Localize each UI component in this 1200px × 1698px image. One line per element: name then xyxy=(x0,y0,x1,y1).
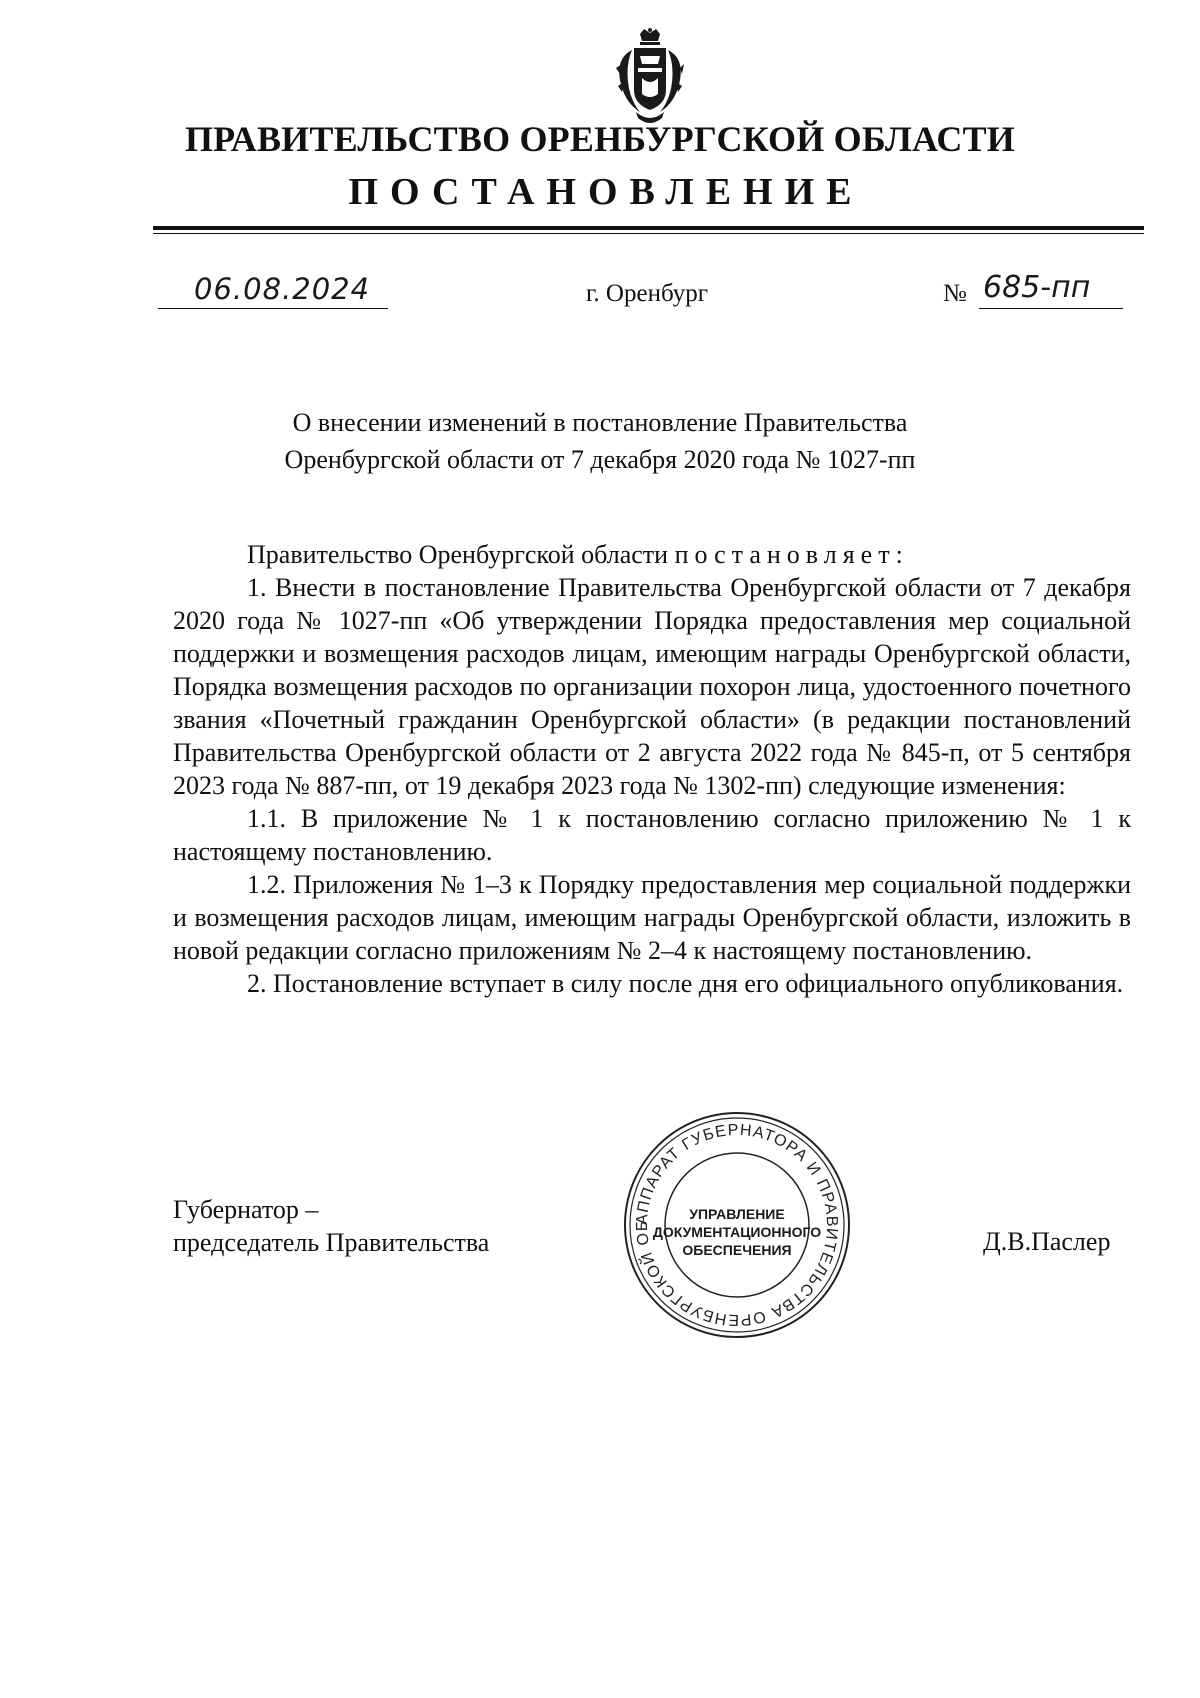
signatory-title xyxy=(173,1193,489,1259)
organization-title: ПРАВИТЕЛЬСТВО ОРЕНБУРГСКОЙ ОБЛАСТИ xyxy=(184,119,1016,159)
paragraph-1-2: 1.2. Приложения № 1–3 к Порядку предоставления мер социальной поддержки и возмещения расходов лицам, имеющим награды Оренбургской области, изложить в новой редакции согласно приложениям № 2–4 к настоящему постановлению. xyxy=(173,870,1131,965)
document-city: г. Оренбург xyxy=(586,280,708,307)
header-rule-thick xyxy=(153,226,1144,230)
document-number-field xyxy=(943,268,1123,312)
document-body xyxy=(173,538,1131,1000)
number-underline xyxy=(979,308,1123,309)
signatory-name: Д.В.Паслер xyxy=(983,1227,1111,1256)
signatory-title-line-2: председатель Правительства xyxy=(173,1228,490,1257)
header-rule-thin xyxy=(153,233,1144,234)
subject-line-1: О внесении изменений в постановление Правительства xyxy=(292,408,908,437)
document-number: 685-пп xyxy=(983,270,1091,305)
paragraph-2: 2. Постановление вступает в силу после дня его официального опубликования. xyxy=(247,969,1124,998)
document-date: 06.08.2024 xyxy=(194,272,371,306)
number-sign: № xyxy=(943,280,967,307)
preamble xyxy=(173,538,1131,571)
document-date-field xyxy=(158,268,388,312)
subject-line-2: Оренбургской области от 7 декабря 2020 года № 1027-пп xyxy=(284,445,916,474)
stamp-center-line-2: ДОКУМЕНТАЦИОННОГО xyxy=(652,1224,822,1240)
official-stamp xyxy=(622,1110,852,1340)
preamble-main: Правительство Оренбургской области xyxy=(247,540,669,569)
stamp-center-text xyxy=(622,1205,852,1259)
document-type-title: ПОСТАНОВЛЕНИЕ xyxy=(348,171,864,213)
coat-of-arms-icon xyxy=(610,28,690,130)
document-subject xyxy=(0,404,1200,478)
preamble-verb: постановляет: xyxy=(674,540,909,569)
paragraph-1-1: 1.1. В приложение № 1 к постановлению согласно приложению № 1 к настоящему постановлению. xyxy=(173,804,1131,866)
date-underline xyxy=(158,308,388,309)
signatory-title-line-1: Губернатор – xyxy=(173,1195,319,1224)
stamp-center-line-3: ОБЕСПЕЧЕНИЯ xyxy=(682,1242,792,1258)
stamp-ring-text: АППАРАТ ГУБЕРНАТОРА И ПРАВИТЕЛЬСТВА ОРЕНБУРГСКОЙ ОБ xyxy=(633,1121,841,1329)
stamp-center-line-1: УПРАВЛЕНИЕ xyxy=(689,1206,785,1222)
paragraph-1: 1. Внести в постановление Правительства Оренбургской области от 7 декабря 2020 года № 1027-пп «Об утверждении Порядка предоставления мер социальной поддержки и возмещения расходов лицам, имеющим награды Оренбургской области, Порядка возмещения расходов по организации похорон лица, удостоенного почетного звания «Почетный гражданин Оренбургской области» (в редакции постановлений Правительства Оренбургской области от 2 августа 2022 года № 845-п, от 5 сентября 2023 года № 887-пп, от 19 декабря 2023 года № 1302-пп) следующие изменения: xyxy=(173,573,1131,800)
